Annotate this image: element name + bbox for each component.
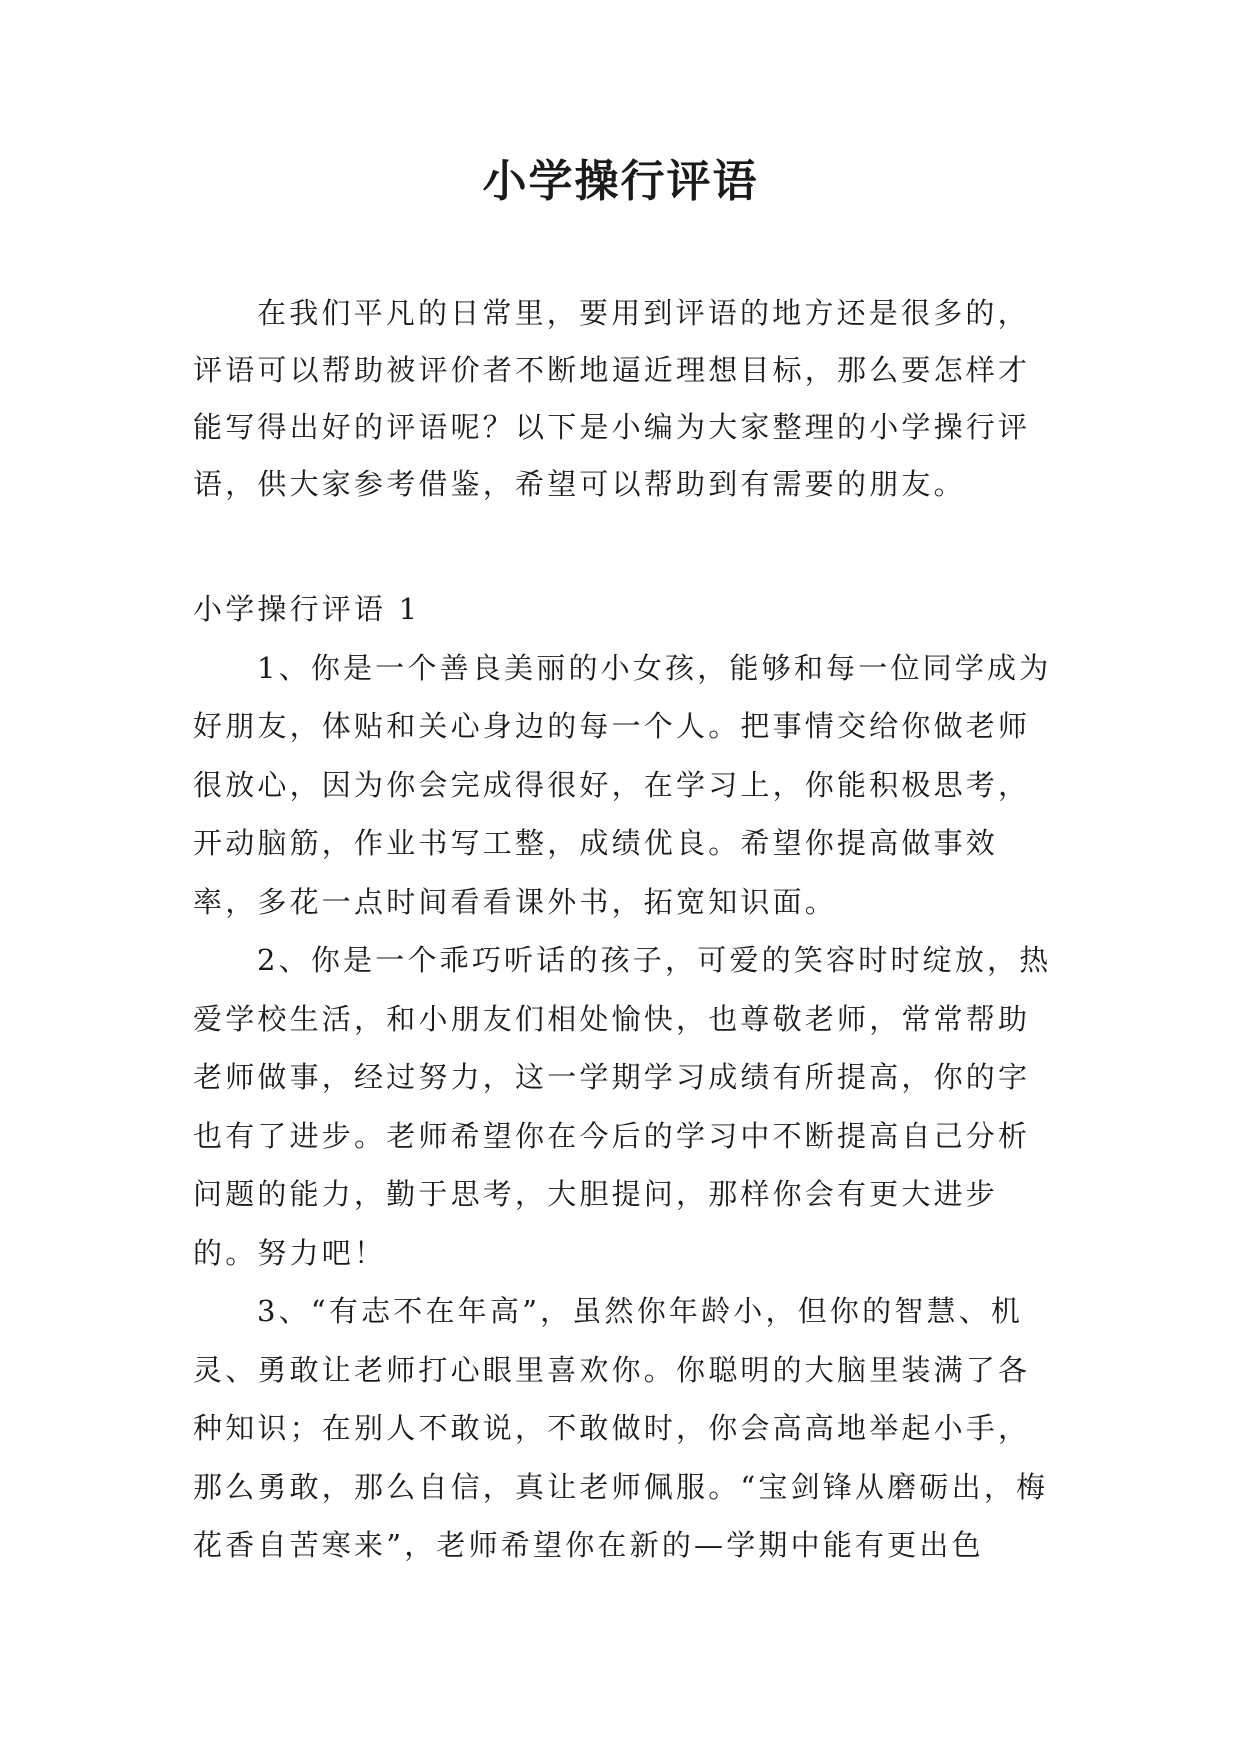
section-heading: 小学操行评语 1: [193, 592, 421, 626]
document-title: 小学操行评语: [482, 156, 759, 207]
comment-paragraph-1: 1、你是一个善良美丽的小女孩，能够和每一位同学成为好朋友，体贴和关心身边的每一个人。把事情交给你做老师很放心，因为你会完成得很好，在学习上，你能积极思考，开动脑筋，作业书写工整，成绩优良。希望你提高做事效率，多花一点时间看看课外书，拓宽知识面。: [193, 650, 1052, 919]
comments-section: [193, 580, 1055, 1575]
comment-paragraph-2: 2、你是一个乖巧听话的孩子，可爱的笑容时时绽放，热爱学校生活，和小朋友们相处愉快，也尊敬老师，常常帮助老师做事，经过努力，这一学期学习成绩有所提高，你的字也有了进步。老师希望你在今后的学习中不断提高自己分析问题的能力，勤于思考，大胆提问，那样你会有更大进步的。努力吧！: [193, 943, 1052, 1270]
intro-paragraph: 在我们平凡的日常里，要用到评语的地方还是很多的，评语可以帮助被评价者不断地逼近理想目标，那么要怎样才能写得出好的评语呢？以下是小编为大家整理的小学操行评语，供大家参考借鉴，希望可以帮助到有需要的朋友。: [193, 296, 1031, 501]
comment-paragraph-3: 3、“有志不在年高”，虽然你年龄小，但你的智慧、机灵、勇敢让老师打心眼里喜欢你。你聪明的大脑里装满了各种知识；在别人不敢说，不敢做时，你会高高地举起小手，那么勇敢，那么自信，真让老师佩服。“宝剑锋从磨砺出，梅花香自苦寒来”，老师希望你在新的—学期中能有更出色: [193, 1294, 1049, 1562]
